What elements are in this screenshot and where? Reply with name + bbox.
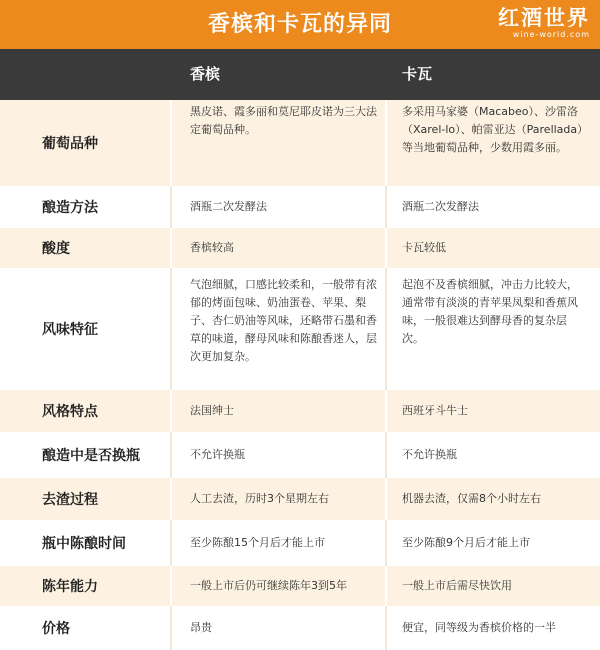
logo-url: wine-world.com: [512, 30, 590, 39]
champagne-cell: 法国绅士: [190, 404, 234, 417]
row-label: 葡萄品种: [42, 136, 98, 152]
cava-cell: 一般上市后需尽快饮用: [402, 579, 512, 592]
cava-cell: 便宜，同等级为香槟价格的一半: [402, 621, 556, 634]
cava-cell: 不允许换瓶: [402, 448, 457, 461]
cava-cell: 多采用马家婆（Macabeo）、沙雷洛（Xarel-lo）、帕雷亚达（Parellada）等当地葡萄品种，少数用霞多丽。: [402, 105, 583, 154]
table-header: [0, 49, 600, 100]
row-label: 风格特点: [42, 404, 98, 420]
row-label: 价格: [42, 621, 70, 637]
champagne-cell: 酒瓶二次发酵法: [190, 200, 267, 213]
row-label: 酸度: [42, 241, 70, 257]
header-champagne: 香槟: [190, 65, 221, 83]
champagne-cell: 至少陈酿15个月后才能上市: [190, 536, 325, 549]
table-row: [0, 520, 600, 566]
table-row: [0, 566, 600, 606]
cava-cell: 西班牙斗牛士: [402, 404, 468, 417]
champagne-cell: 香槟较高: [190, 241, 234, 254]
brand-logo: [498, 6, 590, 40]
logo-text: 红酒世界: [498, 6, 590, 30]
row-label: 陈年能力: [42, 579, 98, 595]
cava-cell: 至少陈酿9个月后才能上市: [402, 536, 530, 549]
cava-cell: 机器去渣，仅需8个小时左右: [402, 492, 541, 505]
row-label: 风味特征: [42, 322, 98, 338]
champagne-cell: 一般上市后仍可继续陈年3到5年: [190, 579, 347, 592]
table-row: [0, 390, 600, 432]
cava-cell: 酒瓶二次发酵法: [402, 200, 479, 213]
cava-cell: 起泡不及香槟细腻，冲击力比较大，通常带有淡淡的青苹果凤梨和香蕉风味，一般很难达到酵母香的复杂层次。: [402, 278, 578, 345]
cava-cell: 卡瓦较低: [402, 241, 446, 254]
champagne-cell: 不允许换瓶: [190, 448, 245, 461]
row-label: 酿造中是否换瓶: [42, 448, 140, 464]
table-row: [0, 186, 600, 228]
champagne-cell: 人工去渣，历时3个星期左右: [190, 492, 329, 505]
page-title: 香槟和卡瓦的异同: [207, 12, 392, 37]
table-row: [0, 228, 600, 268]
champagne-cell: 气泡细腻，口感比较柔和，一般带有浓郁的烤面包味、奶油蛋卷、苹果、梨子、杏仁奶油等风味，还略带石墨和香草的味道，酵母风味和陈酿香迷人，层次更加复杂。: [190, 278, 377, 363]
title-bar: [0, 0, 600, 49]
table-row: [0, 432, 600, 478]
header-cava: 卡瓦: [402, 65, 433, 83]
table-row: [0, 268, 600, 390]
row-label: 去渣过程: [42, 492, 98, 508]
table-row: [0, 478, 600, 520]
table-row: [0, 606, 600, 650]
row-label: 瓶中陈酿时间: [42, 536, 126, 552]
row-label: 酿造方法: [42, 200, 98, 216]
table-row: [0, 100, 600, 186]
champagne-cell: 黑皮诺、霞多丽和莫尼耶皮诺为三大法定葡萄品种。: [190, 105, 377, 136]
champagne-cell: 昂贵: [190, 621, 212, 634]
